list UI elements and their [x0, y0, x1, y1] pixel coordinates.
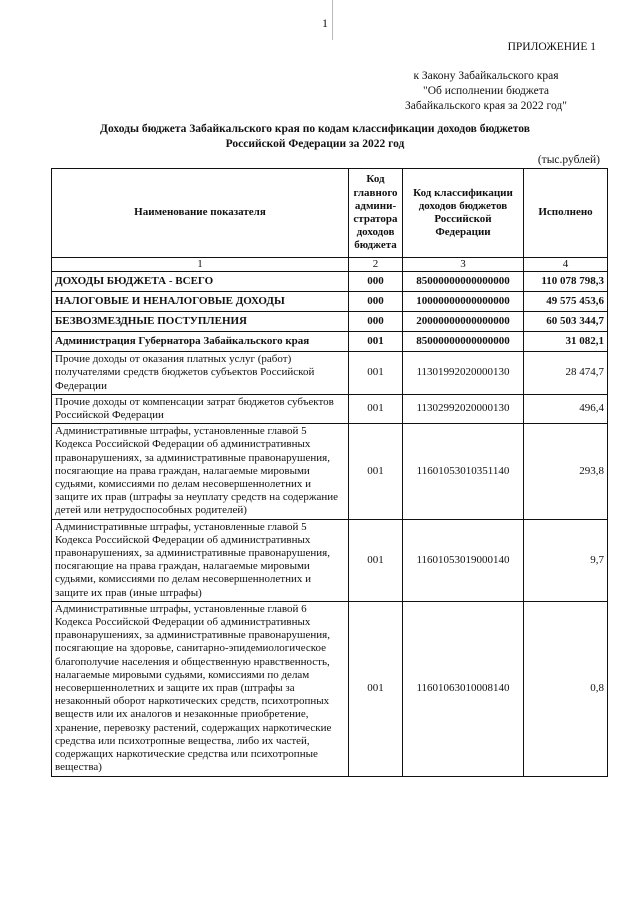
- appendix-block: [376, 40, 596, 114]
- row-value: 496,4: [524, 394, 608, 423]
- row-classification-code: 85000000000000000: [403, 332, 524, 352]
- row-value: 0,8: [524, 601, 608, 776]
- table-row: [52, 352, 608, 395]
- row-value: 28 474,7: [524, 352, 608, 395]
- row-classification-code: 11601053010351140: [403, 424, 524, 519]
- table-row: [52, 519, 608, 601]
- row-admin-code: 000: [349, 272, 403, 292]
- row-name: Административные штрафы, установленные главой 5 Кодекса Российской Федерации об административных правонарушениях, за административные правонарушения, посягающие на права граждан, налагаемые мировыми судьями, комиссиями по делам несовершеннолетних и защите их прав (иные штрафы): [52, 519, 349, 601]
- row-classification-code: 85000000000000000: [403, 272, 524, 292]
- row-value: 60 503 344,7: [524, 312, 608, 332]
- row-name: Прочие доходы от компенсации затрат бюджетов субъектов Российской Федерации: [52, 394, 349, 423]
- table-row: [52, 272, 608, 292]
- row-name: НАЛОГОВЫЕ И НЕНАЛОГОВЫЕ ДОХОДЫ: [52, 292, 349, 312]
- row-admin-code: 000: [349, 312, 403, 332]
- table-row: [52, 394, 608, 423]
- table-row: [52, 312, 608, 332]
- header-admin-code: Код главного админи-стратора доходов бюджета: [349, 169, 403, 258]
- appendix-title: ПРИЛОЖЕНИЕ 1: [507, 41, 596, 53]
- row-admin-code: 001: [349, 424, 403, 519]
- row-value: 31 082,1: [524, 332, 608, 352]
- appendix-law-line: Забайкальского края за 2022 год": [405, 100, 567, 112]
- row-name: Прочие доходы от оказания платных услуг (работ) получателями средств бюджетов субъектов Российской Федерации: [52, 352, 349, 395]
- row-name: Административные штрафы, установленные главой 6 Кодекса Российской Федерации об административных правонарушениях, за административные правонарушения, посягающие на здоровье, санитарно-эпидемиологическое благополучие населения и общественную нравственность, налагаемые мировыми судьями, комиссиями по делам несовершеннолетних и защите их прав (штрафы за незаконный оборот наркотических средств, психотропных веществ или их аналогов и незаконные приобретение, хранение, перевозку растений, содержащих наркотические средства или психотропные вещества, либо их частей, содержащих наркотические средства или психотропные вещества): [52, 601, 349, 776]
- row-value: 293,8: [524, 424, 608, 519]
- row-value: 9,7: [524, 519, 608, 601]
- header-name: Наименование показателя: [52, 169, 349, 258]
- row-classification-code: 11302992020000130: [403, 394, 524, 423]
- document-title-line: Доходы бюджета Забайкальского края по кодам классификации доходов бюджетов: [100, 123, 530, 135]
- row-name: БЕЗВОЗМЕЗДНЫЕ ПОСТУПЛЕНИЯ: [52, 312, 349, 332]
- column-number: 4: [524, 258, 608, 272]
- revenue-table: [51, 168, 608, 777]
- appendix-law-line: к Закону Забайкальского края: [413, 70, 559, 82]
- row-admin-code: 001: [349, 601, 403, 776]
- row-admin-code: 000: [349, 292, 403, 312]
- units-label: (тыс.рублей): [537, 154, 600, 166]
- row-classification-code: 20000000000000000: [403, 312, 524, 332]
- row-admin-code: 001: [349, 352, 403, 395]
- row-classification-code: 11301992020000130: [403, 352, 524, 395]
- row-value: 49 575 453,6: [524, 292, 608, 312]
- column-number-row: [52, 258, 608, 272]
- header-executed: Исполнено: [524, 169, 608, 258]
- table-row: [52, 601, 608, 776]
- row-admin-code: 001: [349, 332, 403, 352]
- row-classification-code: 10000000000000000: [403, 292, 524, 312]
- row-name: Административные штрафы, установленные главой 5 Кодекса Российской Федерации об административных правонарушениях, за административные правонарушения, посягающие на права граждан, налагаемые мировыми судьями, комиссиями по делам несовершеннолетних и защите их прав (штрафы за неуплату средств на содержание детей или нетрудоспособных родителей): [52, 424, 349, 519]
- table-row: [52, 332, 608, 352]
- table-row: [52, 424, 608, 519]
- header-classification-code: Код классификации доходов бюджетов Российской Федерации: [403, 169, 524, 258]
- row-classification-code: 11601053019000140: [403, 519, 524, 601]
- row-admin-code: 001: [349, 394, 403, 423]
- row-classification-code: 11601063010008140: [403, 601, 524, 776]
- row-name: Администрация Губернатора Забайкальского края: [52, 332, 349, 352]
- document-title-line: Российской Федерации за 2022 год: [225, 138, 405, 150]
- column-number: 2: [349, 258, 403, 272]
- row-value: 110 078 798,3: [524, 272, 608, 292]
- page-number: 1: [322, 16, 328, 30]
- row-admin-code: 001: [349, 519, 403, 601]
- table-row: [52, 292, 608, 312]
- document-title: [80, 122, 550, 152]
- column-number: 3: [403, 258, 524, 272]
- column-number: 1: [52, 258, 349, 272]
- fold-line: [332, 0, 333, 40]
- appendix-law-line: "Об исполнении бюджета: [423, 85, 549, 97]
- row-name: ДОХОДЫ БЮДЖЕТА - ВСЕГО: [52, 272, 349, 292]
- table-header-row: [52, 169, 608, 258]
